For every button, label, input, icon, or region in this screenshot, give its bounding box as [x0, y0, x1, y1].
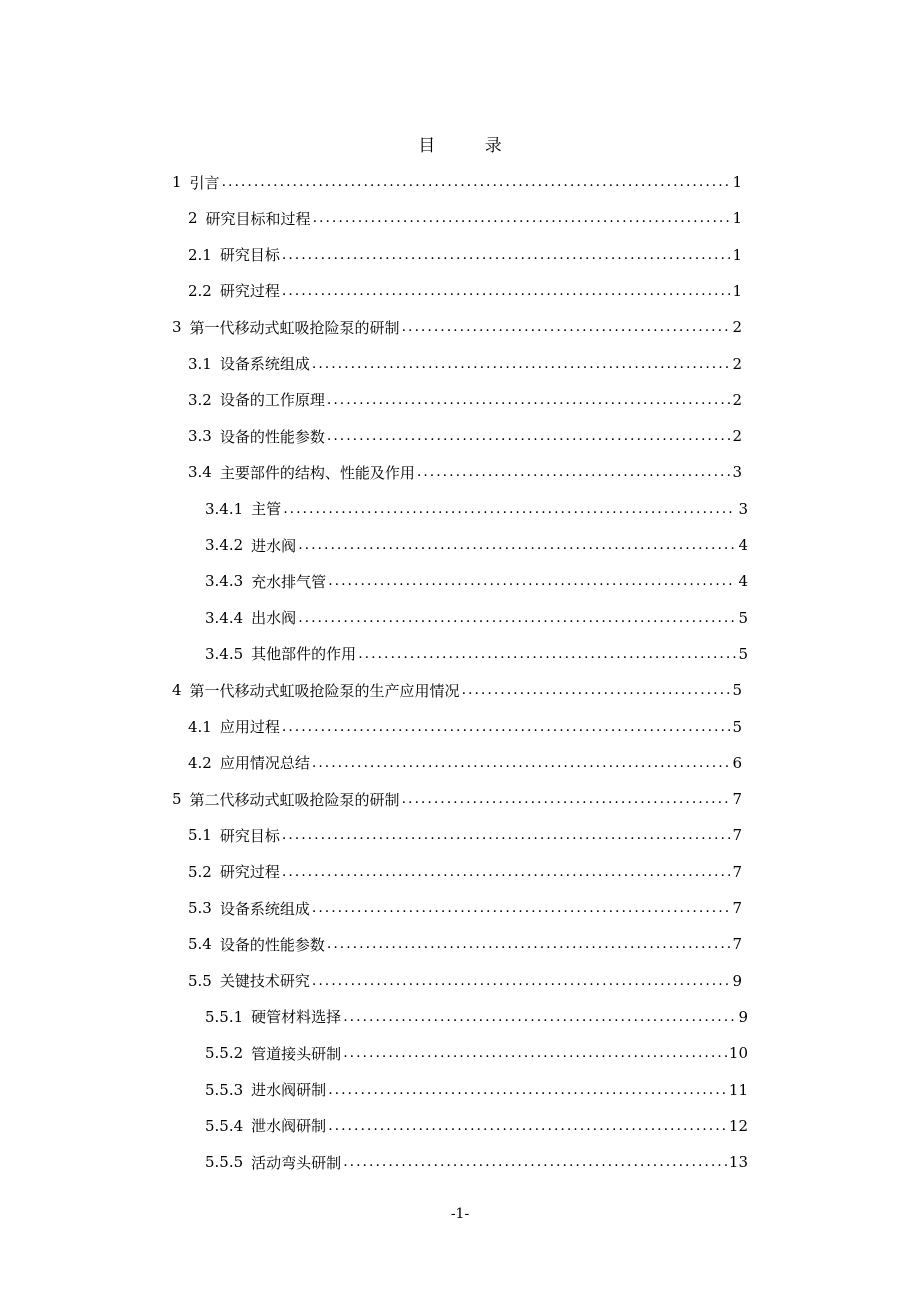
toc-entry-page: 1 — [732, 245, 742, 264]
toc-entry-title: 关键技术研究 — [219, 972, 310, 991]
toc-leader-dots — [222, 175, 731, 189]
toc-entry-page: 9 — [732, 971, 742, 990]
toc-entry[interactable] — [205, 600, 748, 636]
toc-entry-page: 7 — [732, 826, 742, 845]
toc-entry-page: 11 — [728, 1080, 748, 1099]
toc-leader-dots — [327, 937, 731, 951]
toc-entry-number: 2.1 — [188, 245, 212, 264]
toc-leader-dots — [327, 393, 731, 407]
toc-entry[interactable] — [188, 454, 742, 490]
toc-entry-number: 4.2 — [188, 753, 212, 772]
toc-entry-page: 2 — [732, 318, 742, 337]
toc-entry-number: 5.5.3 — [205, 1080, 244, 1099]
toc-leader-dots — [328, 1119, 727, 1133]
toc-entry-number: 3.1 — [188, 354, 212, 373]
toc-entry-title: 第一代移动式虹吸抢险泵的研制 — [189, 318, 400, 337]
toc-entry-number: 5.3 — [188, 899, 212, 917]
toc-entry-title: 研究目标 — [219, 246, 280, 265]
toc-entry-title: 管道接头研制 — [251, 1044, 342, 1063]
toc-leader-dots — [417, 465, 731, 479]
toc-entry[interactable] — [172, 672, 742, 708]
toc-entry-title: 主管 — [251, 500, 282, 519]
toc-entry-number: 5.4 — [188, 935, 212, 954]
toc-entry[interactable] — [188, 709, 742, 745]
toc-entry-number: 3.4.5 — [205, 644, 244, 663]
toc-entry-page: 2 — [732, 390, 742, 409]
toc-leader-dots — [298, 538, 736, 552]
toc-leader-dots — [312, 357, 731, 371]
toc-entry-page: 12 — [728, 1116, 748, 1135]
toc-leader-dots — [282, 720, 731, 734]
toc-entry[interactable] — [188, 346, 742, 382]
toc-entry[interactable] — [188, 745, 742, 781]
toc-entry-page: 7 — [732, 899, 742, 917]
toc-entry-title: 第一代移动式虹吸抢险泵的生产应用情况 — [189, 681, 460, 700]
toc-entry-title: 其他部件的作用 — [251, 645, 357, 664]
toc-entry[interactable] — [205, 1072, 748, 1108]
toc-entry-page: 13 — [728, 1153, 748, 1172]
toc-entry[interactable] — [188, 926, 742, 962]
toc-leader-dots — [343, 1010, 736, 1024]
toc-entry-page: 5 — [738, 608, 748, 627]
toc-entry-number: 3.4.2 — [205, 536, 244, 554]
toc-leader-dots — [462, 683, 731, 697]
toc-entry[interactable] — [205, 1108, 748, 1144]
toc-entry-title: 硬管材料选择 — [251, 1008, 342, 1027]
toc-entry[interactable] — [188, 963, 742, 999]
toc-leader-dots — [402, 792, 731, 806]
toc-entry-title: 研究目标和过程 — [205, 209, 311, 228]
toc-entry-title: 研究目标 — [219, 826, 280, 845]
toc-entry-page: 1 — [732, 209, 742, 228]
toc-entry-number: 2 — [188, 209, 198, 228]
toc-leader-dots — [327, 429, 731, 443]
toc-leader-dots — [313, 211, 731, 225]
toc-entry-number: 3.4.3 — [205, 572, 244, 591]
toc-entry-number: 3.4.1 — [205, 499, 244, 518]
toc-entry[interactable] — [188, 237, 742, 273]
toc-entry[interactable] — [188, 273, 742, 309]
toc-entry[interactable] — [205, 1144, 748, 1180]
toc-entry-title: 第二代移动式虹吸抢险泵的研制 — [189, 790, 400, 809]
toc-entry-title: 设备的性能参数 — [219, 427, 325, 446]
toc-entry-number: 3.4.4 — [205, 608, 244, 627]
toc-leader-dots — [282, 284, 731, 298]
toc-entry[interactable] — [205, 636, 748, 672]
toc-entry[interactable] — [188, 854, 742, 890]
toc-entry-number: 3.4 — [188, 463, 212, 482]
toc-entry-page: 6 — [732, 753, 742, 772]
toc-entry[interactable] — [172, 309, 742, 345]
toc-leader-dots — [298, 611, 736, 625]
toc-entry-title: 研究过程 — [219, 863, 280, 882]
toc-entry[interactable] — [205, 491, 748, 527]
toc-entry-page: 3 — [732, 463, 742, 482]
toc-entry-title: 活动弯头研制 — [251, 1153, 342, 1172]
toc-entry-title: 设备系统组成 — [219, 899, 310, 918]
toc-entry-number: 3.2 — [188, 390, 212, 409]
toc-entry-title: 引言 — [189, 173, 220, 192]
toc-entry[interactable] — [188, 382, 742, 418]
toc-entry-page: 2 — [732, 427, 742, 446]
toc-entry[interactable] — [205, 563, 748, 599]
toc-entry-title: 充水排气管 — [251, 572, 327, 591]
toc-entry-number: 1 — [172, 173, 182, 191]
toc-entry-number: 5 — [172, 790, 182, 809]
toc-entry-page: 10 — [728, 1044, 748, 1063]
toc-entry-page: 1 — [732, 173, 742, 191]
toc-entry-page: 5 — [732, 717, 742, 736]
toc-leader-dots — [312, 756, 731, 770]
toc-leader-dots — [402, 320, 731, 334]
toc-entry[interactable] — [172, 164, 742, 200]
toc-entry[interactable] — [172, 781, 742, 817]
toc-leader-dots — [312, 974, 731, 988]
toc-entry-title: 研究过程 — [219, 282, 280, 301]
toc-entry-title: 设备系统组成 — [219, 355, 310, 373]
toc-entry-page: 7 — [732, 790, 742, 809]
toc-entry-number: 3.3 — [188, 427, 212, 446]
toc-entry-page: 4 — [738, 572, 748, 591]
toc-leader-dots — [328, 1083, 727, 1097]
toc-leader-dots — [358, 647, 736, 661]
toc-leader-dots — [312, 901, 731, 915]
toc-entry-number: 5.5.1 — [205, 1007, 244, 1026]
toc-entry-number: 2.2 — [188, 281, 212, 300]
toc-entry-page: 9 — [738, 1007, 748, 1026]
toc-entry-page: 3 — [738, 499, 748, 518]
toc-entry-number: 4 — [172, 681, 182, 700]
toc-entry-page: 4 — [738, 536, 748, 554]
toc-entry[interactable] — [188, 418, 742, 454]
page-number: -1- — [450, 1206, 470, 1222]
toc-entry-title: 泄水阀研制 — [251, 1117, 327, 1136]
toc-leader-dots — [282, 865, 731, 879]
toc-entry-number: 5.5.2 — [205, 1044, 244, 1063]
toc-entry-title: 应用情况总结 — [219, 754, 310, 773]
toc-entry-title: 进水阀 — [251, 536, 297, 555]
toc-entry-number: 5.1 — [188, 826, 212, 845]
toc-leader-dots — [283, 502, 736, 516]
toc-entry[interactable] — [188, 817, 742, 853]
toc-leader-dots — [282, 248, 731, 262]
toc-entry-page: 5 — [732, 681, 742, 700]
toc-entry[interactable] — [188, 200, 742, 236]
toc-entry-page: 5 — [738, 644, 748, 663]
toc-entry-page: 7 — [732, 935, 742, 954]
toc-leader-dots — [343, 1155, 727, 1169]
page-title: 目 录 — [418, 136, 524, 156]
toc-entry-page: 7 — [732, 862, 742, 881]
toc-entry-title: 应用过程 — [219, 718, 280, 736]
toc-entry-title: 设备的工作原理 — [219, 391, 325, 410]
toc-entry-number: 5.5 — [188, 971, 212, 990]
toc-entry[interactable] — [205, 999, 748, 1035]
toc-entry-number: 3 — [172, 318, 182, 337]
toc-entry-page: 1 — [732, 281, 742, 300]
toc-entry[interactable] — [188, 890, 742, 926]
toc-entry-number: 5.5.5 — [205, 1153, 244, 1172]
toc-entry[interactable] — [205, 527, 748, 563]
toc-leader-dots — [343, 1046, 727, 1060]
toc-entry-number: 5.2 — [188, 862, 212, 881]
toc-entry-title: 设备的性能参数 — [219, 935, 325, 954]
toc-entry-title: 出水阀 — [251, 609, 297, 628]
toc-entry-page: 2 — [732, 354, 742, 373]
toc-entry[interactable] — [205, 1035, 748, 1071]
toc-entry-title: 主要部件的结构、性能及作用 — [219, 463, 415, 482]
toc-entry-number: 4.1 — [188, 717, 212, 736]
toc-leader-dots — [282, 828, 731, 842]
toc-leader-dots — [328, 574, 736, 588]
toc-entry-title: 进水阀研制 — [251, 1081, 327, 1099]
toc-entry-number: 5.5.4 — [205, 1116, 244, 1135]
